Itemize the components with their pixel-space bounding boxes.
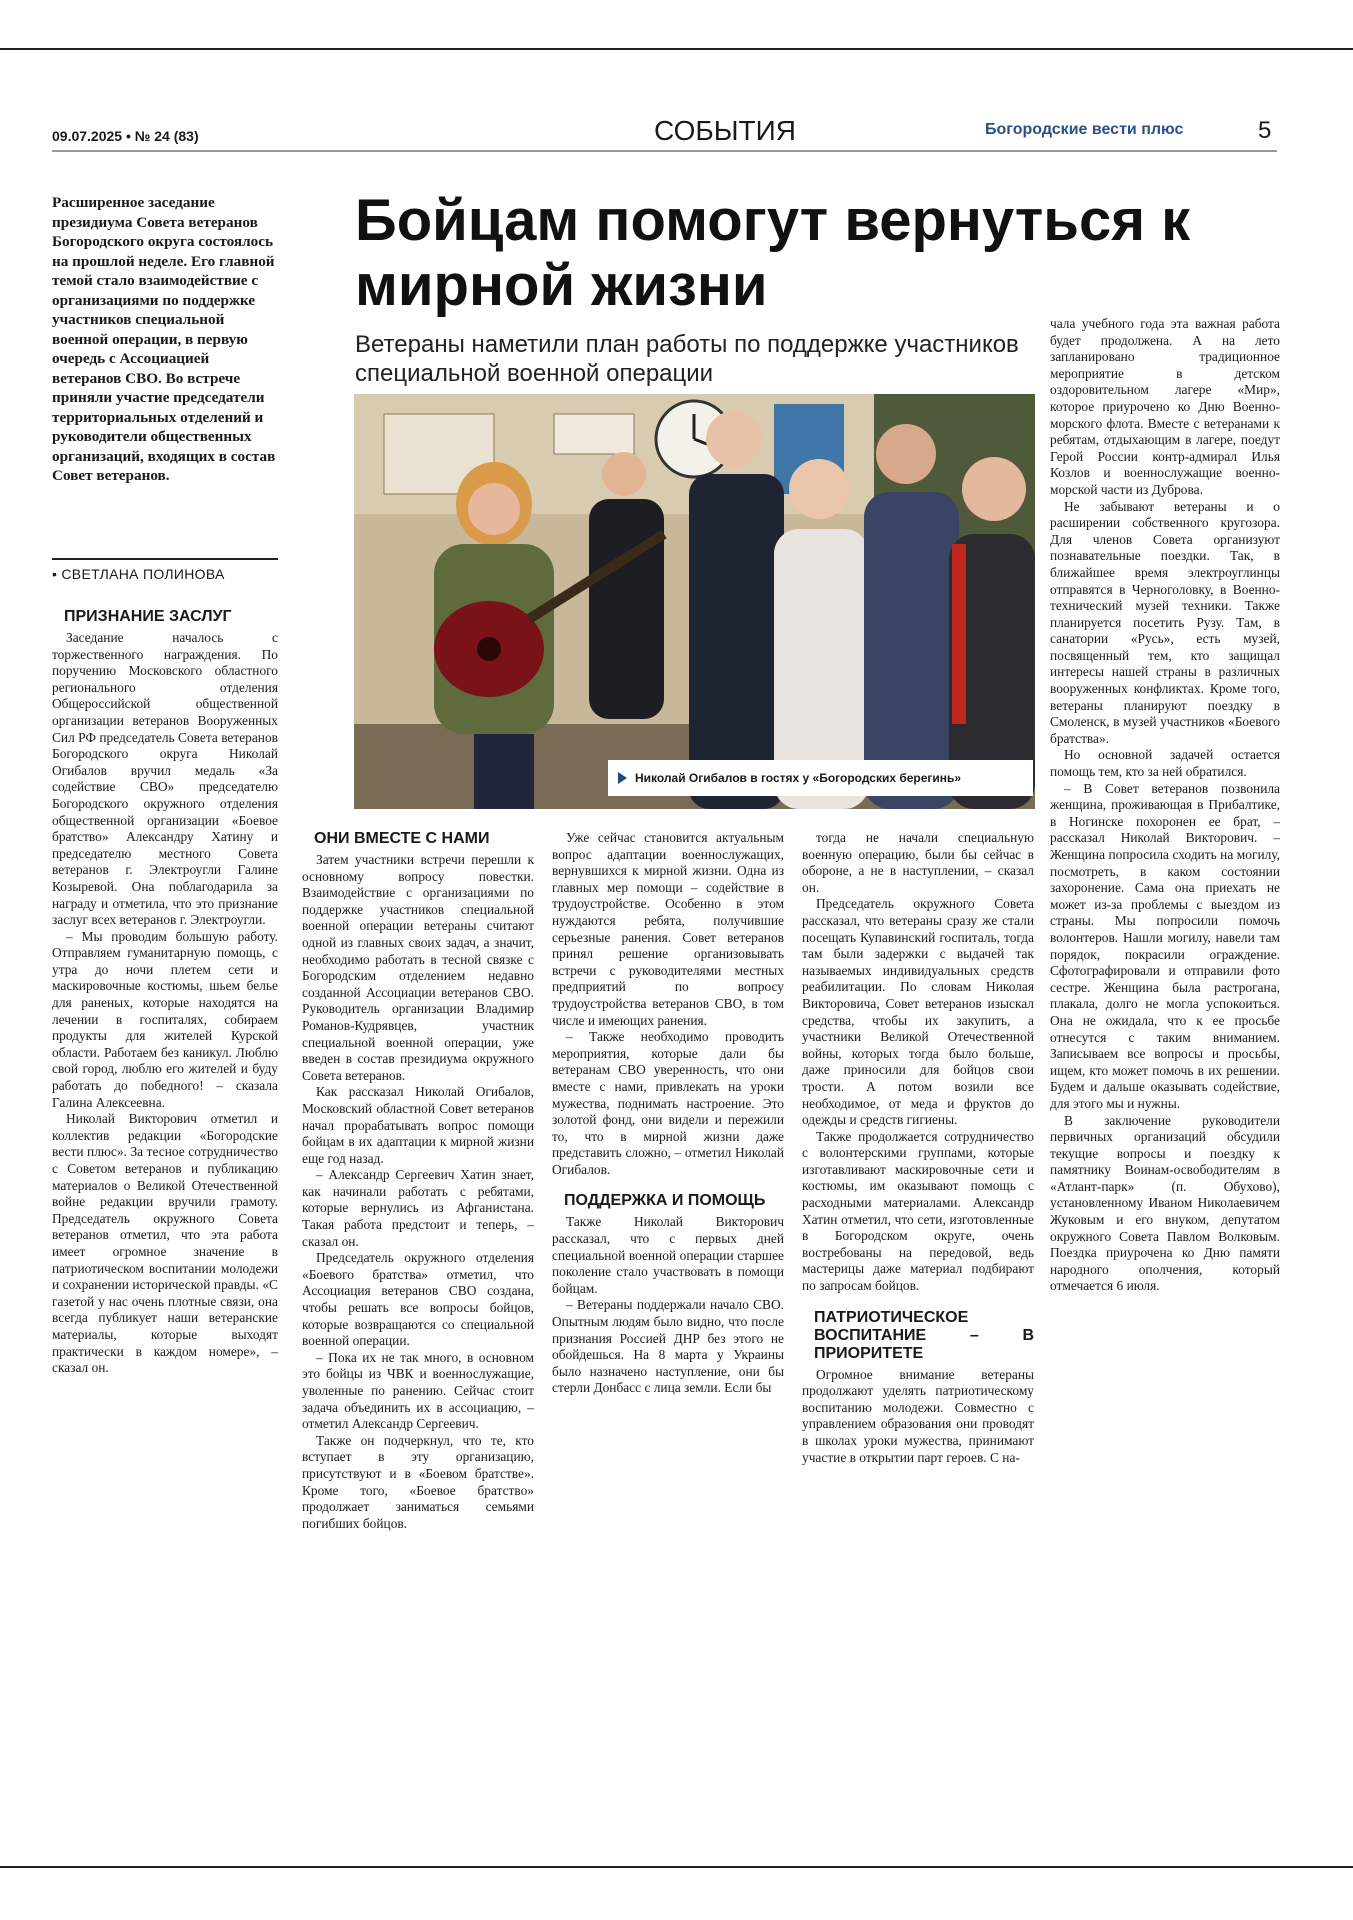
section-heading-support: ПОДДЕРЖКА И ПОМОЩЬ [564,1192,766,1210]
paragraph: Заседание началось с торжественного награждения. По поручению Московского областного регионального отделения Общероссийской общественной организации ветеранов Вооруженных Сил РФ председатель Совета ветеранов Богородского округа Николай Огибалов вручил медаль «За содействие СВО» председателю Богородского окружного отделения общественной организации «Боевое братство» Александру Хатину и председателю местного Совета ветеранов г. Электроугли Галине Козыревой. Она поблагодарила за награду и отметила, что это признание заслуг всех ветеранов г. Электроугли. [52,630,278,928]
paragraph: Также Николай Викторович рассказал, что с первых дней специальной военной операции старшее поколение стало участвовать в помощи бойцам. [552,1214,784,1296]
paragraph: Затем участники встречи перешли к основному вопросу повестки. Взаимодействие с организациями по поддержке участников специальной военной операции ветераны считают одной из главных своих задач, а значит, необходимо работать в тесной связке с Богородским отделением недавно созданной Ассоциации ветеранов СВО. Руководитель организации Владимир Романов-Кудрявцев, участник специальной военной операции, уже введен в состав президиума окружного Совета ветеранов. [302,852,534,1083]
column-1 [52,608,278,1377]
photo-caption [608,760,1033,796]
paragraph: Председатель окружного Совета рассказал, что ветераны сразу же стали посещать Купавинский госпиталь, тогда там были задержки с выдачей так называемых индивидуальных средств реабилитации. По словам Николая Викторовича, Совет ветеранов изыскал средства, чтобы их закупить, а участники Великой Отечественной войны, которых тогда было больше, даже приносили для бойцов свои трости. А потом возили все необходимое, от меда и фруктов до одежды и средств гигиены. [802,896,1034,1128]
triangle-right-icon [618,772,627,784]
paragraph: Также он подчеркнул, что те, кто вступает в эту организацию, присутствуют и в «Боевом братстве». Кроме того, «Боевое братство» продолжает заниматься семьями погибших бойцов. [302,1432,534,1531]
bottom-border-line [0,1866,1353,1868]
section-title: СОБЫТИЯ [654,115,796,146]
photo-caption-text: Николай Огибалов в гостях у «Богородских берегинь» [635,771,962,785]
paragraph: В заключение руководители первичных организаций обсудили текущие вопросы и поездку к памятнику Воинам-освободителям в «Атлант-парк» (п. Обухово), установленному Иваном Николаевичем Жуковым и его внуком, депутатом окружного Совета Павлом Волковым. Поездка приурочена ко Дню памяти народного ополчения, который отмечается 6 июля. [1050,1112,1280,1294]
paragraph: Огромное внимание ветераны продолжают уделять патриотическому воспитанию молодежи. Совместно с управлением образования они проводят в школах уроки мужества, принимают участие в открытии парт героев. С на- [802,1366,1034,1465]
article-lead: Расширенное заседание президиума Совета ветеранов Богородского округа состоялось на прошлой неделе. Его главной темой стало взаимодействие с организациями по поддержке участников специальной военной операции, в первую очередь с Ассоциацией ветеранов СВО. Во встрече приняли участие председатели территориальных отделений и руководители общественных организаций, входящих в состав Совет ветеранов. [52,194,276,484]
column-2 [302,830,534,1532]
lead-divider [52,558,278,560]
section-heading-together: ОНИ ВМЕСТЕ С НАМИ [314,830,490,847]
column-3 [552,830,784,1397]
article-headline: Бойцам помогут вернуться к мирной жизни [355,188,1191,318]
section-heading-patriotic: ПАТРИОТИЧЕСКОЕ ВОСПИТАНИЕ – В ПРИОРИТЕТЕ [814,1308,1034,1362]
paragraph: Председатель окружного отделения «Боевого братства» отметил, что Ассоциация ветеранов СВО создана, чтобы решать все вопросы бойцов, которые возвращаются со специальной военной операции. [302,1250,534,1349]
paragraph: Уже сейчас становится актуальным вопрос адаптации военнослужащих, вернувшихся к мирной жизни. Одна из главных мер помощи – содействие в трудоустройстве. Особенно в этом нуждаются ребята, получившие серьезные ранения. Совет ветеранов принял решение организовывать встречи с руководителями местных предприятий по вопросу трудоустройства ветеранов СВО, в том числе и имеющих ранения. [552,830,784,1028]
paragraph: – В Совет ветеранов позвонила женщина, проживающая в Прибалтике, в Ногинске похоронен ее брат, – рассказал Николай Викторович. – Женщина попросила сходить на могилу, посмотреть, в каком состоянии захоронение. Сама она приехать не может из-за проблемы с выездом из страны. Мы попросили помочь волонтеров. Нашли могилу, навели там порядок, покрасили ограждение. Сфотографировали и отправили фото сестре. Женщина была растрогана, плакала, долго не могла успокоиться. Она не ожидала, что к ее просьбе отнесутся с таким вниманием. Записываем все вопросы и просьбы, ищем, кто может помочь в их решении. Будем и дальше оказывать содействие, для этого мы и нужны. [1050,780,1280,1111]
paragraph: Николай Викторович отметил и коллектив редакции «Богородские вести плюс». За тесное сотрудничество с Советом ветеранов и публикацию материалов о Великой Отечественной войне редакции вручили грамоту. Председатель окружного Совета ветеранов отметил, что эта работа имеет огромное значение в патриотическом воспитании молодежи и сохранении исторической правды. «С газетой у нас очень плотные связи, она всегда публикует наши ветеранские материалы, которые выходят практически в каждом номере», – сказал он. [52,1111,278,1376]
newspaper-brand: Богородские вести плюс [985,121,1184,138]
paragraph: Также продолжается сотрудничество с волонтерскими группами, которые изготавливают маскировочные сети и костюмы, им оказывают помощь с расходными материалами. Александр Хатин отметил, что сети, изготовленные в Богородском округе, очень востребованы на передовой, ведь мастерицы даже материал подбирают по запросам бойцов. [802,1128,1034,1294]
article-subheadline: Ветераны наметили план работы по поддержке участников специальной военной операции [355,331,1019,387]
author-byline: • СВЕТЛАНА ПОЛИНОВА [52,566,225,582]
article-photo [354,394,1035,809]
issue-date: 09.07.2025 • № 24 (83) [52,128,199,144]
paragraph: – Мы проводим большую работу. Отправляем гуманитарную помощь, с утра до ночи плетем сети и маскировочные костюмы, шьем белье для раненых, которые находятся на лечении в госпиталях, собираем продукты для жителей Курской области. Работаем без каникул. Люблю свой город, люблю его жителей и буду работать до победного! – сказала Галина Алексеевна. [52,928,278,1110]
paragraph: – Александр Сергеевич Хатин знает, как начинали работать с ребятами, которые вернулись из Афганистана. Такая работа предстоит и теперь, – сказал он. [302,1167,534,1249]
photo-illustration [354,394,1035,809]
section-heading-recognition: ПРИЗНАНИЕ ЗАСЛУГ [64,608,232,625]
page-number: 5 [1258,117,1272,144]
paragraph: Но основной задачей остается помощь тем, кто за ней обратился. [1050,747,1280,780]
paragraph: – Также необходимо проводить мероприятия, которые дали бы ветеранам СВО уверенность, что они вместе с нами, привлекать на уроки мужества, поднимать настроение. Это золотой фонд, они видели и пережили то, что в мирной жизни даже представить сложно, – отметил Николай Огибалов. [552,1029,784,1177]
column-4 [802,830,1034,1466]
paragraph: Не забывают ветераны и о расширении собственного кругозора. Для членов Совета организуют познавательные поездки. Так, в ближайшее время электроуглинцы отправятся в Черноголовку, в Военно-технический музей техники. Также планируется посетить Рузу. Там, в санатории «Русь», есть музей, посвященный тем, кто защищал интересы нашей страны в различных вооруженных конфликтах. Кроме того, ветераны планируют поездку в Смоленск, в музей участников «Боевого братства». [1050,498,1280,746]
column-5 [1050,316,1280,1295]
paragraph: тогда не начали специальную военную операцию, были бы сейчас в обороне, а не в наступлении, – сказал он. [802,830,1034,895]
paragraph: чала учебного года эта важная работа будет продолжена. А на лето запланировано традиционное мероприятие в детском оздоровительном лагере «Мир», которое приурочено ко Дню Военно-морского флота. Вместе с ветеранами к ребятам, отдыхающим в лагере, поедут Герой России контр-адмирал Илья Козлов и военнослужащие военно-морской части из Дуброва. [1050,316,1280,497]
paragraph: – Ветераны поддержали начало СВО. Опытным людям было видно, что после признания Россией ДНР без этого не обойдешься. На 8 марта у Украины было назначено наступление, они бы стерли Донбасс с лица земли. Если бы [552,1297,784,1396]
top-border-line [0,48,1353,50]
paragraph: Как рассказал Николай Огибалов, Московский областной Совет ветеранов начал прорабатывать вопрос помощи бойцам в их адаптации к мирной жизни еще год назад. [302,1084,534,1166]
paragraph: – Пока их не так много, в основном это бойцы из ЧВК и военнослужащие, уволенные по ранению. Сейчас стоит задача объединить их в ассоциацию, – отметил Александр Сергеевич. [302,1349,534,1432]
header-rule [52,150,1277,152]
